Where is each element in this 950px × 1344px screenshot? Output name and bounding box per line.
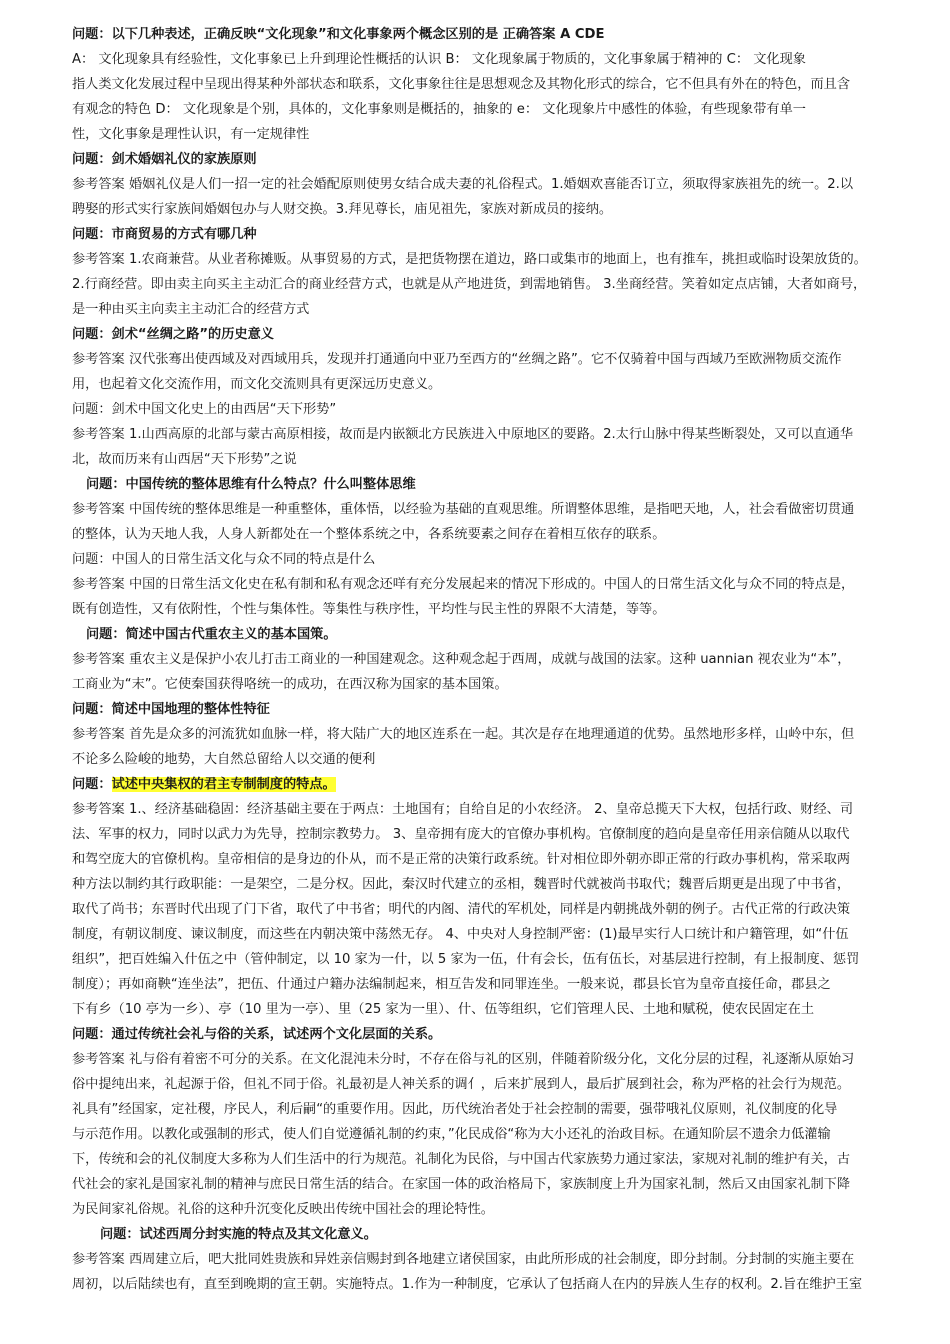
answer-line: 参考答案 中国的日常生活文化史在私有制和私有观念还咩有充分发展起来的情况下形成的。中国人的日常生活文化与众不同的特点是， <box>72 577 855 592</box>
answer-line: 参考答案 西周建立后，吧大批同姓贵族和异姓亲信赐封到各地建立诸侯国家，由此所形成的社会制度，即分封制。分封制的实施主要在 <box>72 1252 855 1267</box>
answer-line: 是一种由买主向卖主主动汇合的经营方式 <box>72 302 310 317</box>
question-label: 问题： <box>72 777 112 792</box>
answer-line: A： 文化现象具有经验性，文化事象已上升到理论性概括的认识 B： 文化现象属于物质的，文化事象属于精神的 C： 文化现象 <box>72 52 806 67</box>
answer-line: 性，文化事象是理性认识，有一定规律性 <box>72 127 310 142</box>
question-line: 问题：剑术中国文化史上的由西居“天下形势” <box>72 402 337 417</box>
answer-line: 和驾空庞大的官僚机构。皇帝相信的是身边的仆从，而不是正常的决策行政系统。针对相位即外朝亦即正常的行政办事机构，常采取两 <box>72 852 851 867</box>
answer-line: 制度）；再如商鞅“连坐法”，把伍、什通过户籍办法编制起来，相互告发和同罪连坐。一般来说，郡县长官为皇帝直接任命，郡县之 <box>72 977 831 992</box>
answer-line: 参考答案 礼与俗有着密不可分的关系。在文化混沌未分时，不存在俗与礼的区别，伴随着阶级分化，文化分层的过程，礼逐渐从原始习 <box>72 1052 855 1067</box>
document-body <box>72 22 925 1297</box>
answer-line: 用，也起着文化交流作用，而文化交流则具有更深远历史意义。 <box>72 377 442 392</box>
answer-line: 有观念的特色 D： 文化现象是个别，具体的，文化事象则是概括的，抽象的 e： 文化现象片中感性的体验，有些现象带有单一 <box>72 102 806 117</box>
answer-line: 下，传统和会的礼仪制度大多称为人们生活中的行为规范。礼制化为民俗，与中国古代家族势力通过家法，家规对礼制的维护有关，古 <box>72 1152 851 1167</box>
answer-line: 种方法以制约其行政职能：一是架空，二是分权。因此，秦汉时代建立的丞相，魏晋时代就被尚书取代；魏晋后期更是出现了中书省， <box>72 877 851 892</box>
answer-line: 法、军事的权力，同时以武力为先导，控制宗教势力。 3、皇帝拥有庞大的官僚办事机构。官僚制度的趋向是皇帝任用亲信随从以取代 <box>72 827 850 842</box>
answer-line: 下有乡（10 亭为一乡）、亭（10 里为一亭）、里（25 家为一里）、什、伍等组织，它们管理人民、土地和赋税，使农民固定在土 <box>72 1002 815 1017</box>
answer-line: 参考答案 1.山西高原的北部与蒙古高原相接，故而是内嵌额北方民族进入中原地区的要路。2.太行山脉中得某些断裂处，又可以直通华 <box>72 427 854 442</box>
answer-line: 参考答案 1.农商兼营。从业者称摊贩。从事贸易的方式，是把货物摆在道边，路口或集市的地面上，也有推车，挑担或临时设架放货的。 <box>72 252 867 267</box>
answer-line: 参考答案 汉代张骞出使西域及对西域用兵，发现并打通通向中亚乃至西方的“丝绸之路”。它不仅骑着中国与西域乃至欧洲物质交流作 <box>72 352 842 367</box>
question-line: 问题：剑术婚姻礼仪的家族原则 <box>72 152 257 167</box>
answer-line: 指人类文化发展过程中呈现出得某种外部状态和联系，文化事象往往是思想观念及其物化形式的综合，它不但具有外在的特色，而且含 <box>72 77 851 92</box>
question-line: 问题：剑术“丝绸之路”的历史意义 <box>72 327 274 342</box>
answer-line: 周初，以后陆续也有，直至到晚期的宣王朝。实施特点。1.作为一种制度，它承认了包括商人在内的异族人生存的权利。2.旨在维护王室 <box>72 1277 863 1292</box>
answer-line: 俗中提纯出来，礼起源于俗，但礼不同于俗。礼最初是人神关系的调亻，后来扩展到人，最后扩展到社会，称为严格的社会行为规范。 <box>72 1077 851 1092</box>
answer-line: 礼具有”经国家，定社稷，序民人，利后嗣“的重要作用。因此，历代统治者处于社会控制的需要，强带哦礼仪原则，礼仪制度的化导 <box>72 1102 838 1117</box>
answer-line: 参考答案 1.、经济基础稳固：经济基础主要在于两点：土地国有；自给自足的小农经济。 2、皇帝总揽天下大权，包括行政、财经、司 <box>72 802 854 817</box>
answer-line: 参考答案 中国传统的整体思维是一种重整体，重体悟，以经验为基础的直观思维。所谓整体思维，是指吧天地，人，社会看做密切贯通 <box>72 502 855 517</box>
question-line <box>72 772 925 797</box>
answer-line: 组织”，把百姓编入什伍之中（管仲制定，以 10 家为一什，以 5 家为一伍，什有会长，伍有伍长，对基层进行控制，有上报制度、惩罚 <box>72 952 860 967</box>
answer-line: 既有创造性，又有依附性，个性与集体性。等集性与秩序性，平均性与民主性的界限不大清楚，等等。 <box>72 602 666 617</box>
question-line: 问题：简述中国古代重农主义的基本国策。 <box>86 627 337 642</box>
question-line: 问题：市商贸易的方式有哪几种 <box>72 227 257 242</box>
question-line: 问题：试述西周分封实施的特点及其文化意义。 <box>100 1227 377 1242</box>
question-line: 问题：通过传统社会礼与俗的关系，试述两个文化层面的关系。 <box>72 1027 442 1042</box>
answer-line: 2.行商经营。即由卖主向买主主动汇合的商业经营方式，也就是从产地进货，到需地销售。 3.坐商经营。笑着如定点店铺，大者如商号， <box>72 277 867 292</box>
answer-line: 为民间家礼俗规。礼俗的这种升沉变化反映出传统中国社会的理论特性。 <box>72 1202 494 1217</box>
answer-line: 的整体，认为天地人我，人身人新都处在一个整体系统之中，各系统要素之间存在着相互依存的联系。 <box>72 527 666 542</box>
answer-line: 参考答案 首先是众多的河流犹如血脉一样，将大陆广大的地区连系在一起。其次是存在地理通道的优势。虽然地形多样，山岭中东，但 <box>72 727 855 742</box>
question-line: 问题：简述中国地理的整体性特征 <box>72 702 270 717</box>
question-line: 问题：中国传统的整体思维有什么特点？什么叫整体思维 <box>86 477 416 492</box>
answer-line: 代社会的家礼是国家礼制的精神与庶民日常生活的结合。在家国一体的政治格局下，家族制度上升为国家礼制，然后又由国家礼制下降 <box>72 1177 851 1192</box>
answer-line: 参考答案 重农主义是保护小农儿打击工商业的一种国建观念。这种观念起于西周，成就与战国的法家。这种 uannian 视农业为“本”， <box>72 652 851 667</box>
answer-line: 与示范作用。以教化或强制的形式，使人们自觉遵循礼制的约束，”化民成俗“称为大小还礼的治政目标。在通知阶层不遗余力低灌输 <box>72 1127 831 1142</box>
answer-line: 工商业为“末”。它使秦国获得咯统一的成功，在西汉称为国家的基本国策。 <box>72 677 508 692</box>
answer-line: 制度，有朝议制度、谏议制度，而这些在内朝决策中荡然无存。 4、中央对人身控制严密：(1)最早实行人口统计和户籍管理，如“什伍 <box>72 927 849 942</box>
answer-line: 不论多么险峻的地势，大自然总留给人以交通的便利 <box>72 752 376 767</box>
answer-line: 取代了尚书；东晋时代出现了门下省，取代了中书省；明代的内阁、清代的军机处，同样是内朝挑战外朝的例子。古代正常的行政决策 <box>72 902 851 917</box>
answer-line: 参考答案 婚姻礼仪是人们一招一定的社会婚配原则使男女结合成夫妻的礼俗程式。1.婚姻欢喜能否订立，须取得家族祖先的统一。2.以 <box>72 177 854 192</box>
highlighted-text: 试述中央集权的君主专制制度的特点。 <box>111 777 336 792</box>
question-line: 问题：中国人的日常生活文化与众不同的特点是什么 <box>72 552 376 567</box>
answer-line: 聘娶的形式实行家族间婚姻包办与人财交换。3.拜见尊长，庙见祖先，家族对新成员的接纳。 <box>72 202 613 217</box>
question-line: 问题：以下几种表述，正确反映“文化现象”和文化事象两个概念区别的是 正确答案 A CDE <box>72 27 605 42</box>
answer-line: 北，故而历来有山西居“天下形势”之说 <box>72 452 297 467</box>
